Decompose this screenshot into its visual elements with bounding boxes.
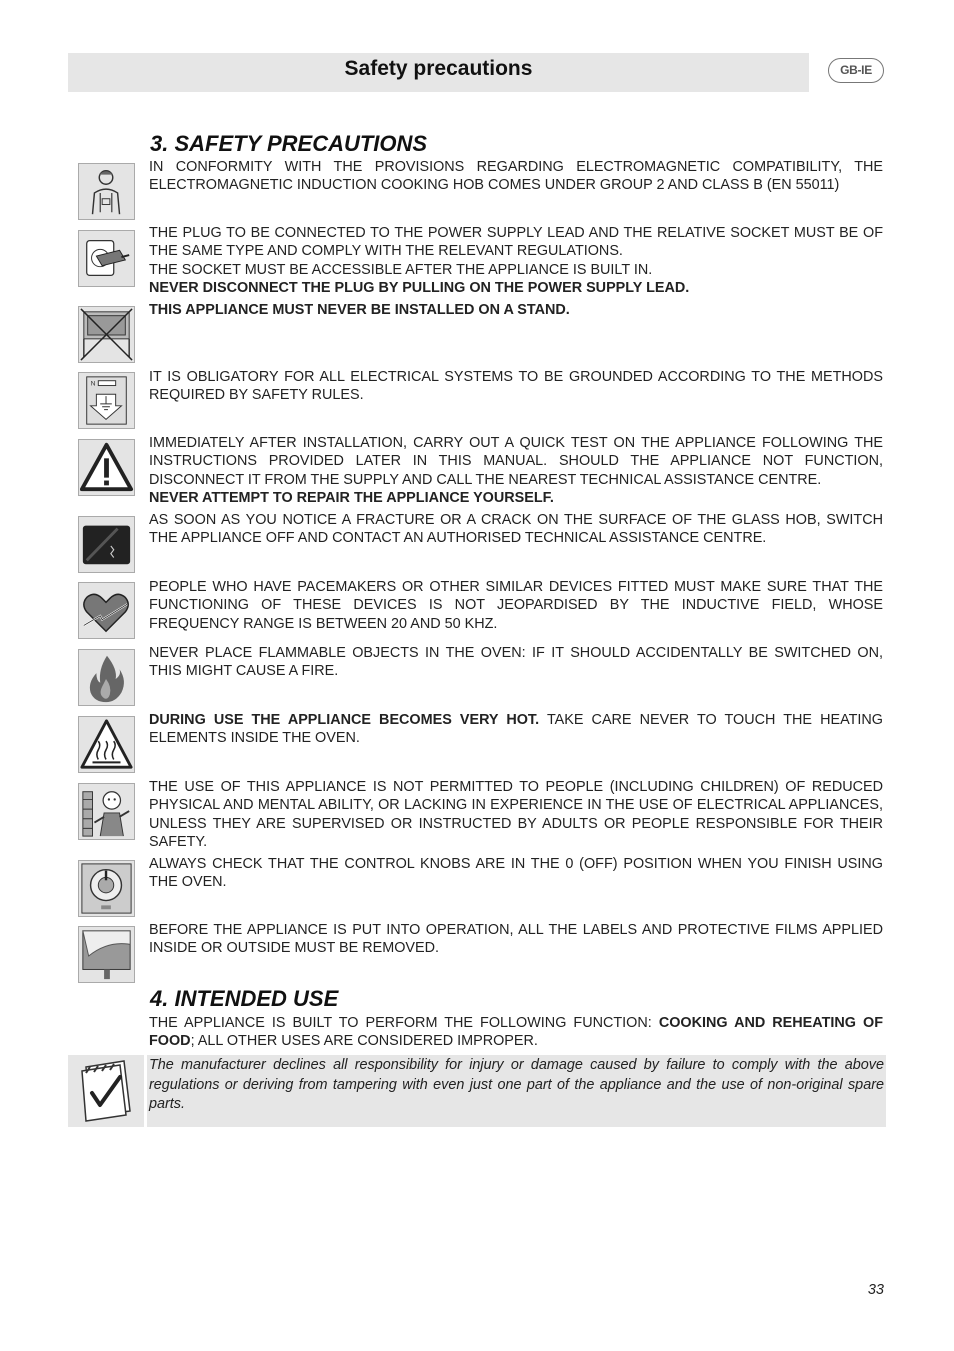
flame-icon — [78, 649, 135, 706]
knob-off-icon — [78, 860, 135, 917]
cracked-glass-icon — [78, 516, 135, 573]
para-knobs: ALWAYS CHECK THAT THE CONTROL KNOBS ARE IN THE 0 (OFF) POSITION WHEN YOU FINISH USING THE OVEN. — [149, 856, 883, 891]
ground-icon — [78, 372, 135, 429]
notepad-check-icon — [68, 1055, 147, 1127]
section-title-intended-use: 4. INTENDED USE — [150, 986, 339, 1011]
svg-text:N: N — [90, 380, 96, 388]
para-plug: THE PLUG TO BE CONNECTED TO THE POWER SUPPLY LEAD AND THE RELATIVE SOCKET MUST BE OF THE SAME TYPE AND COMPLY WITH THE RELEVANT REGULATIONS. THE SOCKET MUST BE ACCESSIBLE AFTER THE APPLIANCE IS BUILT IN. NEVER DISCONNECT THE PLUG BY PULLING ON THE POWER SUPPLY LEAD. — [149, 225, 883, 297]
language-badge: GB-IE — [828, 58, 884, 83]
para-quick-test: IMMEDIATELY AFTER INSTALLATION, CARRY OUT A QUICK TEST ON THE APPLIANCE FOLLOWING THE INSTRUCTIONS PROVIDED LATER IN THIS MANUAL. SHOULD THE APPLIANCE NOT FUNCTION, DISCONNECT IT FROM THE SUPPLY AND CALL THE NEAREST TECHNICAL ASSISTANCE CENTRE. NEVER ATTEMPT TO REPAIR THE APPLIANCE YOURSELF. — [149, 435, 883, 507]
header-title: Safety precautions — [344, 57, 533, 80]
technician-icon — [78, 163, 135, 220]
disclaimer-note — [68, 1055, 886, 1127]
plug-socket-icon — [78, 230, 135, 287]
section-title-safety: 3. SAFETY PRECAUTIONS — [150, 131, 428, 156]
page-number: 33 — [867, 1282, 884, 1298]
child-icon — [78, 783, 135, 840]
warning-triangle-icon — [78, 439, 135, 496]
no-stand-icon — [78, 306, 135, 363]
para-flammable: NEVER PLACE FLAMMABLE OBJECTS IN THE OVEN: IF IT SHOULD ACCIDENTALLY BE SWITCHED ON, THIS MIGHT CAUSE A FIRE. — [149, 645, 883, 680]
para-no-stand: THIS APPLIANCE MUST NEVER BE INSTALLED ON A STAND. — [149, 302, 570, 318]
disclaimer-text: The manufacturer declines all responsibility for injury or damage caused by failure to comply with the above regulations or deriving from tampering with even just one part of the appliance and the use of non-original spare parts. — [149, 1057, 884, 1112]
para-labels-films: BEFORE THE APPLIANCE IS PUT INTO OPERATION, ALL THE LABELS AND PROTECTIVE FILMS APPLIED INSIDE OR OUTSIDE MUST BE REMOVED. — [149, 922, 883, 957]
para-grounding: IT IS OBLIGATORY FOR ALL ELECTRICAL SYSTEMS TO BE GROUNDED ACCORDING TO THE METHODS REQUIRED BY SAFETY RULES. — [149, 369, 883, 404]
para-emc: IN CONFORMITY WITH THE PROVISIONS REGARDING ELECTROMAGNETIC COMPATIBILITY, THE ELECTROMAGNETIC INDUCTION COOKING HOB COMES UNDER GROUP 2 AND CLASS B (EN 55011) — [149, 159, 883, 194]
para-intended-use: THE APPLIANCE IS BUILT TO PERFORM THE FOLLOWING FUNCTION: COOKING AND REHEATING OF FOOD; ALL OTHER USES ARE CONSIDERED IMPROPER. — [149, 1015, 883, 1050]
hot-surface-icon — [78, 716, 135, 773]
heart-pacemaker-icon — [78, 582, 135, 639]
header-bar — [68, 53, 809, 92]
para-pacemaker: PEOPLE WHO HAVE PACEMAKERS OR OTHER SIMILAR DEVICES FITTED MUST MAKE SURE THAT THE FUNCTIONING OF THESE DEVICES IS NOT JEOPARDISED BY THE INDUCTIVE FIELD, WHOSE FREQUENCY RANGE IS BETWEEN 20 AND 50 KHZ. — [149, 579, 883, 632]
para-hot: DURING USE THE APPLIANCE BECOMES VERY HOT. TAKE CARE NEVER TO TOUCH THE HEATING ELEMENTS INSIDE THE OVEN. — [149, 712, 883, 747]
protective-film-icon — [78, 926, 135, 983]
para-children: THE USE OF THIS APPLIANCE IS NOT PERMITTED TO PEOPLE (INCLUDING CHILDREN) OF REDUCED PHYSICAL AND MENTAL ABILITY, OR LACKING IN EXPERIENCE IN THE USE OF ELECTRICAL APPLIANCES, UNLESS THEY ARE SUPERVISED OR INSTRUCTED BY ADULTS OR PEOPLE RESPONSIBLE FOR THEIR SAFETY. — [149, 779, 883, 851]
para-cracked-glass: AS SOON AS YOU NOTICE A FRACTURE OR A CRACK ON THE SURFACE OF THE GLASS HOB, SWITCH THE APPLIANCE OFF AND CONTACT AN AUTHORISED TECHNICAL ASSISTANCE CENTRE. — [149, 512, 883, 547]
